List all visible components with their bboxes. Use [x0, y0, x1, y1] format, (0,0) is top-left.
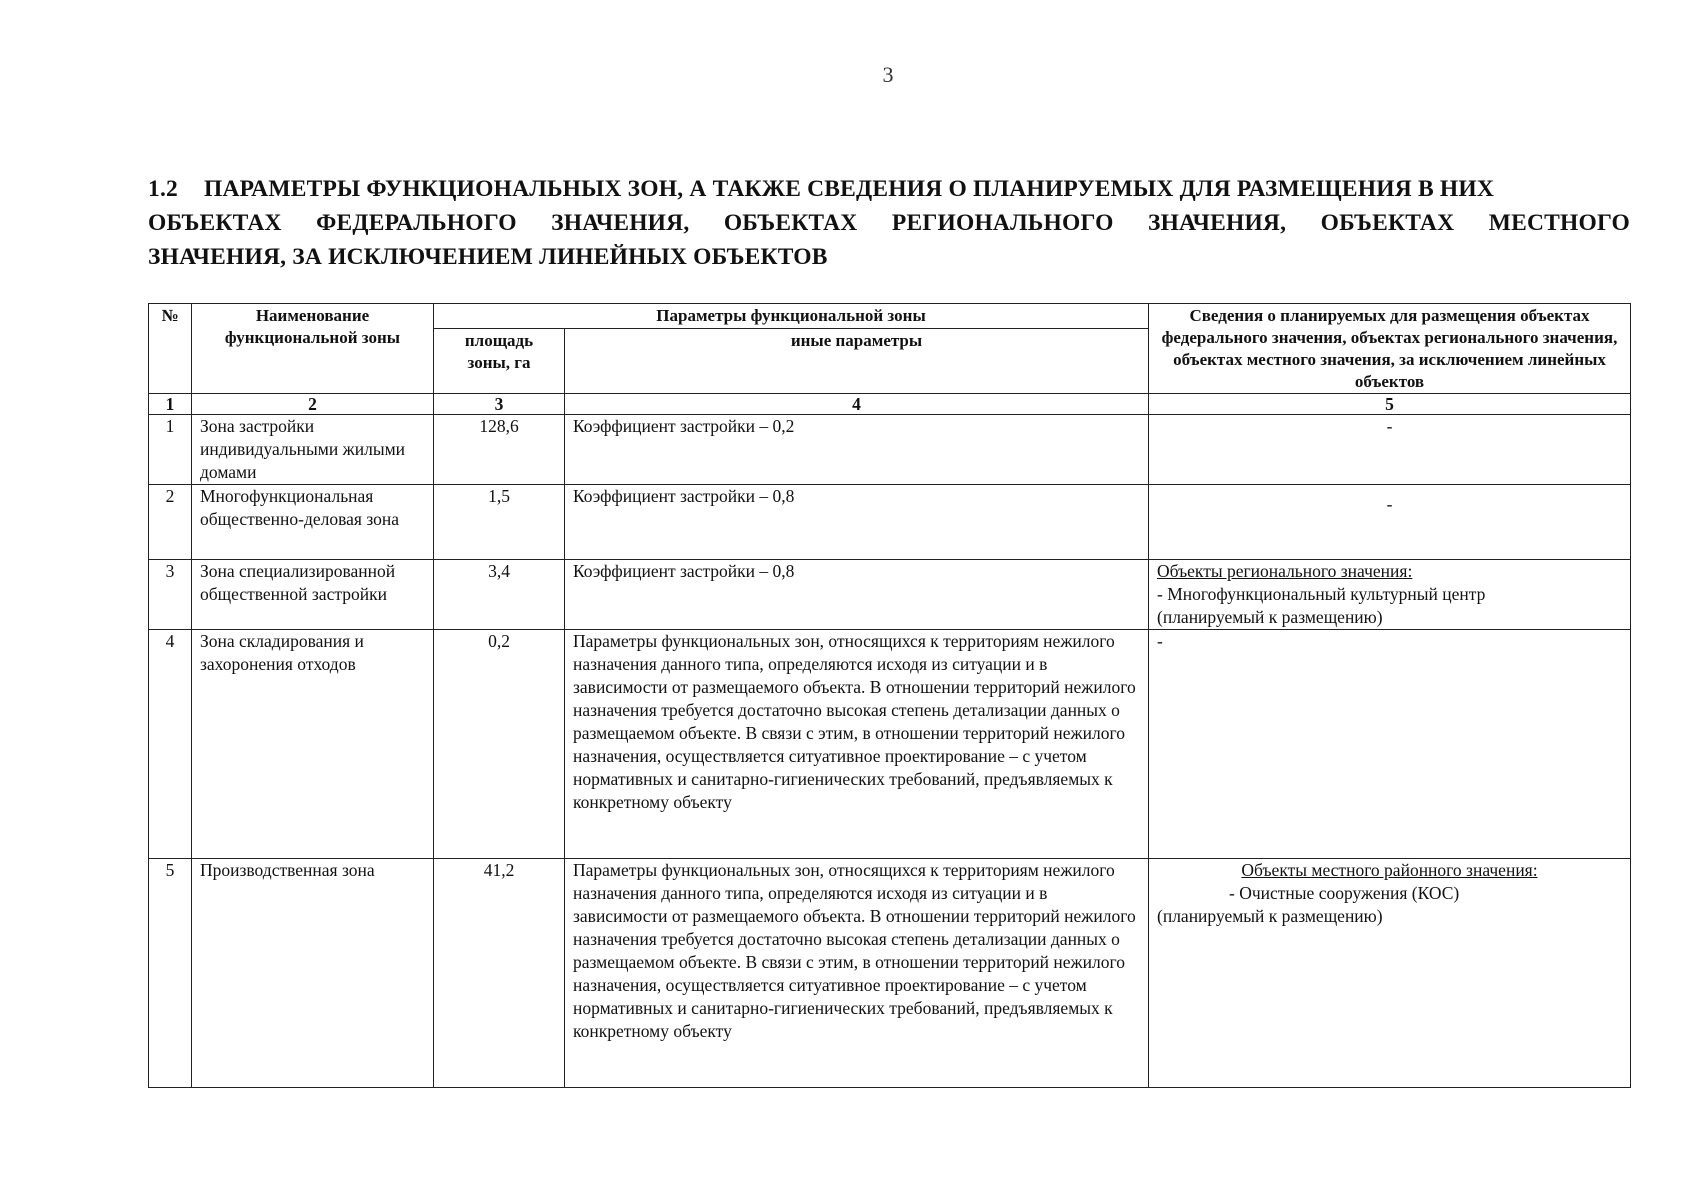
- zone-params: Коэффициент застройки – 0,2: [565, 415, 1149, 485]
- planned-objects: [1149, 630, 1631, 859]
- planned-objects-title: Объекты регионального значения:: [1157, 561, 1413, 581]
- zone-area: 3,4: [434, 560, 565, 630]
- planned-object-note: (планируемый к размещению): [1157, 607, 1383, 627]
- column-index: 1: [149, 394, 192, 415]
- zone-area: 41,2: [434, 859, 565, 1088]
- header-zone-name: Наименование функциональной зоны: [192, 304, 434, 394]
- zone-name: Многофункциональная общественно-деловая зона: [192, 485, 434, 560]
- column-index: 4: [565, 394, 1149, 415]
- table-header-row: [149, 304, 1631, 329]
- zone-params: Коэффициент застройки – 0,8: [565, 485, 1149, 560]
- planned-objects: [1149, 859, 1631, 1088]
- heading-text-1: ПАРАМЕТРЫ ФУНКЦИОНАЛЬНЫХ ЗОН, А ТАКЖЕ СВЕДЕНИЯ О ПЛАНИРУЕМЫХ ДЛЯ РАЗМЕЩЕНИЯ В НИХ: [203, 176, 1495, 202]
- section-heading: [148, 172, 1630, 274]
- table-row: [149, 415, 1631, 485]
- table-row: [149, 485, 1631, 560]
- zone-area: 0,2: [434, 630, 565, 859]
- header-num: №: [149, 304, 192, 394]
- planned-object-note: (планируемый к размещению): [1157, 906, 1383, 926]
- planned-objects: [1149, 560, 1631, 630]
- heading-line-2: ОБЪЕКТАХ ФЕДЕРАЛЬНОГО ЗНАЧЕНИЯ, ОБЪЕКТАХ РЕГИОНАЛЬНОГО ЗНАЧЕНИЯ, ОБЪЕКТАХ МЕСТНОГО: [148, 210, 1630, 236]
- table-row: [149, 630, 1631, 859]
- row-number: 4: [149, 630, 192, 859]
- column-index: 3: [434, 394, 565, 415]
- column-index: 5: [1149, 394, 1631, 415]
- table-row: [149, 560, 1631, 630]
- planned-dash: -: [1386, 416, 1393, 436]
- planned-object-item: - Многофункциональный культурный центр: [1157, 584, 1486, 604]
- zone-area: 128,6: [434, 415, 565, 485]
- header-other-params: иные параметры: [565, 329, 1149, 394]
- column-index: 2: [192, 394, 434, 415]
- section-number: 1.2: [148, 176, 178, 202]
- functional-zones-table: [148, 303, 1631, 1088]
- planned-objects: [1149, 485, 1631, 560]
- planned-objects-title: Объекты местного районного значения:: [1241, 860, 1538, 880]
- row-number: 2: [149, 485, 192, 560]
- planned-dash: -: [1386, 494, 1393, 514]
- zone-params: Коэффициент застройки – 0,8: [565, 560, 1149, 630]
- table-row: [149, 859, 1631, 1088]
- heading-line-1: [148, 172, 1630, 206]
- zone-params: Параметры функциональных зон, относящихся к территориям нежилого назначения данного типа, определяются исходя из ситуации и в зависимости от размещаемого объекта. В отношении территорий нежилого назначения требуется достаточно высокая степень детализации данных о размещаемом объекте. В связи с этим, в отношении территорий нежилого назначения, осуществляется ситуативное проектирование – с учетом нормативных и санитарно-гигиенических требований, предъявляемых к конкретному объекту: [565, 630, 1149, 859]
- heading-line-3: ЗНАЧЕНИЯ, ЗА ИСКЛЮЧЕНИЕМ ЛИНЕЙНЫХ ОБЪЕКТОВ: [148, 244, 828, 270]
- zone-name: Зона застройки индивидуальными жилыми домами: [192, 415, 434, 485]
- planned-dash: -: [1157, 631, 1163, 651]
- header-planned-objects: Сведения о планируемых для размещения объектах федерального значения, объектах регионального значения, объектах местного значения, за исключением линейных объектов: [1149, 304, 1631, 394]
- zone-name: Зона складирования и захоронения отходов: [192, 630, 434, 859]
- zone-params: Параметры функциональных зон, относящихся к территориям нежилого назначения данного типа, определяются исходя из ситуации и в зависимости от размещаемого объекта. В отношении территорий нежилого назначения требуется достаточно высокая степень детализации данных о размещаемом объекте. В связи с этим, в отношении территорий нежилого назначения, осуществляется ситуативное проектирование – с учетом нормативных и санитарно-гигиенических требований, предъявляемых к конкретному объекту: [565, 859, 1149, 1088]
- zone-name: Зона специализированной общественной застройки: [192, 560, 434, 630]
- row-number: 1: [149, 415, 192, 485]
- row-number: 5: [149, 859, 192, 1088]
- planned-objects: [1149, 415, 1631, 485]
- header-zone-params: Параметры функциональной зоны: [434, 304, 1149, 329]
- planned-object-item: - Очистные сооружения (КОС): [1229, 883, 1460, 903]
- row-number: 3: [149, 560, 192, 630]
- zone-area: 1,5: [434, 485, 565, 560]
- zone-name: Производственная зона: [192, 859, 434, 1088]
- page-number: 3: [882, 62, 894, 87]
- column-index-row: [149, 394, 1631, 415]
- header-area: площадь зоны, га: [434, 329, 565, 394]
